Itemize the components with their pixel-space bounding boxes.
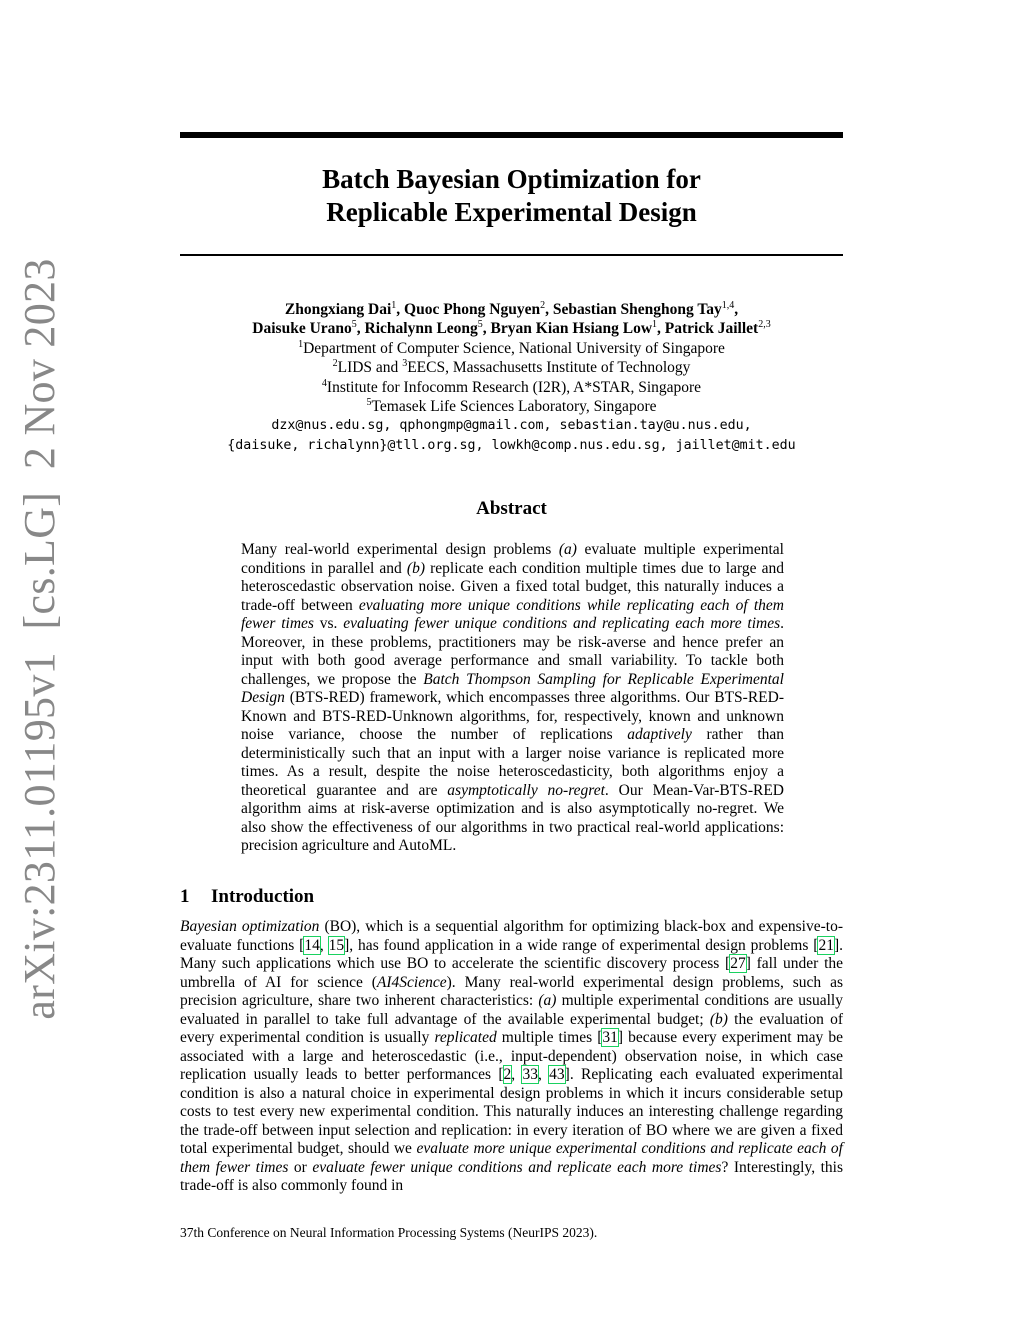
citation-link[interactable]: 15	[328, 936, 345, 954]
title-line-2: Replicable Experimental Design	[326, 197, 697, 227]
author-name: Zhongxiang Dai	[284, 301, 392, 318]
email-line-1: dzx@nus.edu.sg, qphongmp@gmail.com, sebastian.tay@u.nus.edu,	[271, 418, 752, 434]
paper-title	[180, 163, 843, 229]
email-line-2: {daisuke, richalynn}@tll.org.sg, lowkh@comp.nus.edu.sg, jaillet@mit.edu	[227, 437, 796, 453]
author-name: Quoc Phong Nguyen	[404, 301, 541, 318]
abstract-heading: Abstract	[476, 498, 547, 519]
author-line-1: Zhongxiang Dai$^1$, Quoc Phong Nguyen$^2$, Sebastian Shenghong Tay$^{1,4}$,	[284, 299, 739, 318]
affiliation-2: $^2$LIDS and $^3$EECS, Massachusetts Institute of Technology	[332, 358, 691, 377]
section-title: Introduction	[211, 886, 315, 907]
title-top-rule	[180, 132, 843, 138]
affiliation-3: $^4$Institute for Infocomm Research (I2R), A*STAR, Singapore	[321, 377, 702, 396]
author-name: Bryan Kian Hsiang Low	[490, 320, 653, 338]
section-number: 1	[180, 886, 190, 907]
title-bottom-rule	[180, 254, 843, 256]
author-name: Patrick Jaillet	[664, 320, 759, 338]
author-affil-sup: 2	[540, 299, 546, 311]
author-affil-sup: 1,4	[721, 299, 735, 311]
citation-link[interactable]: 33	[522, 1066, 538, 1083]
author-affil-sup: 1	[391, 299, 397, 311]
abstract-body: Many real-world experimental design problems (a) evaluate multiple experimental conditions in parallel and (b) replicate each condition multiple times due to large and heteroscedastic observation noise. Given a fixed total budget, this naturally induces a trade-off between evaluating more unique conditions while replicating each of them fewer times vs. evaluating fewer unique conditions and replicating each more times. Moreover, in these problems, practitioners may be risk-averse and hence prefer an input with both good average performance and small variability. To tackle both challenges, we propose the Batch Thompson Sampling for Replicable Experimental Design (BTS-RED) framework, which encompasses three algorithms. Our BTS-RED-Known and BTS-RED-Unknown algorithms, for, respectively, known and unknown noise variance, choose the number of replications adaptively rather than deterministically such that an input with a larger noise variance is replicated more times. As a result, despite the noise heteroscedasticity, both algorithms enjoy a theoretical guarantee and are asymptotically no-regret. Our Mean-Var-BTS-RED algorithm aims at risk-averse optimization and is also asymptotically no-regret. We also show the effectiveness of our algorithms in two practical real-world applications: precision agriculture and AutoML.	[241, 541, 784, 854]
author-name: Daisuke Urano	[252, 320, 352, 338]
affiliation-1: $^1$Department of Computer Science, National University of Singapore	[298, 338, 725, 357]
arxiv-stamp[interactable]: arXiv:2311.01195v1 [cs.LG] 2 Nov 2023	[14, 258, 64, 1020]
citation-link[interactable]: 27	[730, 955, 746, 972]
author-affil-sup: 2,3	[758, 319, 771, 331]
citation-link[interactable]: 14	[304, 936, 320, 954]
affiliation-4: $^5$Temasek Life Sciences Laboratory, Singapore	[366, 396, 657, 416]
author-block	[150, 300, 873, 455]
citation-link[interactable]: 2	[503, 1066, 512, 1083]
citation-link[interactable]: 21	[818, 936, 834, 954]
citation-link[interactable]: 43	[549, 1066, 565, 1083]
author-affil-sup: 1	[652, 319, 658, 331]
introduction-body: Bayesian optimization (BO), which is a sequential algorithm for optimizing black-box and expensive-to-evaluate functions [14, 15], has found application in a wide range of experimental design problems [21]. Many such applications which use BO to accelerate the scientific discovery process [27] fall under the umbrella of AI for science (AI4Science). Many real-world experimental design problems, such as precision agriculture, share two inherent characteristics: (a) multiple experimental conditions are usually evaluated in parallel to take full advantage of the available experimental budget; (b) the evaluation of every experimental condition is usually replicated multiple times [31] because every experiment may be associated with a large and heteroscedastic (i.e., input-dependent) observation noise, in which case replication usually leads to better performances [2, 33, 43]. Replicating each evaluated experimental condition is also a natural choice in experimental design problems in which it incurs considerable setup costs to test every new experimental condition. This naturally induces an interesting challenge regarding the trade-off between input selection and replication: in every iteration of BO where we are given a fixed total experimental budget, should we evaluate more unique experimental conditions and replicate each of them fewer times or evaluate fewer unique conditions and replicate each more times? Interestingly, this trade-off is also commonly found in	[180, 918, 844, 1194]
author-line-2: Daisuke Urano$^5$, Richalynn Leong$^5$, Bryan Kian Hsiang Low$^1$, Patrick Jaillet$^{2,3}$	[252, 319, 771, 338]
author-name: Richalynn Leong	[364, 320, 478, 338]
citation-link[interactable]: 31	[602, 1029, 618, 1046]
author-affil-sup: 5	[477, 319, 483, 331]
section-heading-introduction	[180, 886, 314, 908]
author-name: Sebastian Shenghong Tay	[552, 301, 722, 318]
title-line-1: Batch Bayesian Optimization for	[322, 164, 701, 194]
author-affil-sup: 5	[351, 319, 357, 331]
conference-footnote: 37th Conference on Neural Information Processing Systems (NeurIPS 2023).	[180, 1225, 598, 1240]
